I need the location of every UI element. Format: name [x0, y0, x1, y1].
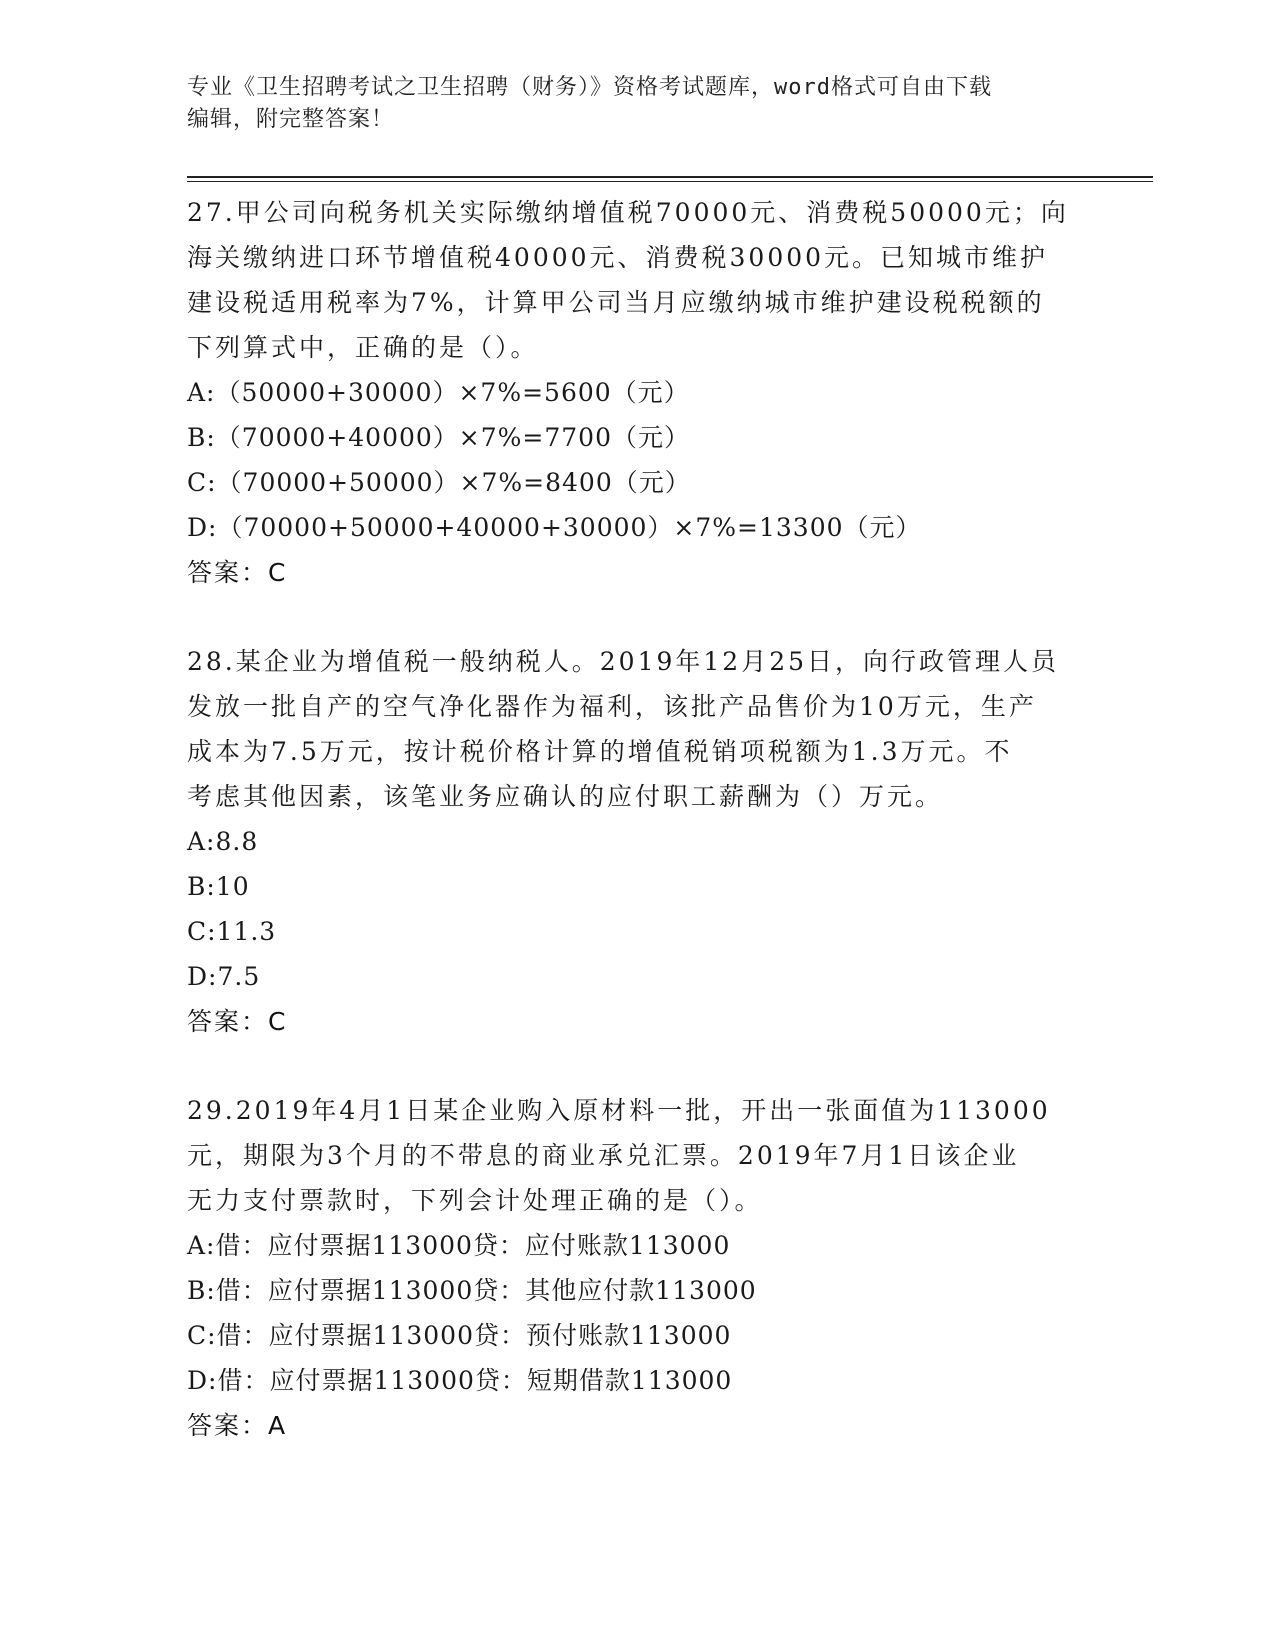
answer-line: 答案：A [187, 1411, 288, 1440]
question-stem-line: 成本为7.5万元，按计税价格计算的增值税销项税额为1.3万元。不 [187, 737, 1013, 766]
option-a: A:借：应付票据113000贷：应付账款113000 [187, 1231, 731, 1260]
option-c: C:借：应付票据113000贷：预付账款113000 [187, 1321, 732, 1350]
option-c: C:（70000+50000）×7%=8400（元） [187, 468, 691, 497]
option-d: D:7.5 [187, 962, 261, 991]
option-b: B:（70000+40000）×7%=7700（元） [187, 423, 690, 452]
header-divider-thin [187, 181, 1153, 182]
question-29 [187, 1088, 1087, 1448]
option-d: D:（70000+50000+40000+30000）×7%=13300（元） [187, 513, 922, 542]
header-line-1: 专业《卫生招聘考试之卫生招聘（财务）》资格考试题库，word格式可自由下载 [187, 75, 992, 100]
question-stem-line: 发放一批自产的空气净化器作为福利，该批产品售价为10万元，生产 [187, 692, 1037, 721]
question-stem-line: 29.2019年4月1日某企业购入原材料一批，开出一张面值为113000 [187, 1096, 1051, 1125]
answer-line: 答案：C [187, 558, 288, 587]
question-stem-line: 建设税适用税率为7%，计算甲公司当月应缴纳城市维护建设税税额的 [187, 288, 1045, 317]
option-b: B:10 [187, 872, 250, 901]
header-divider-thick [187, 176, 1153, 178]
question-stem-line: 28.某企业为增值税一般纳税人。2019年12月25日，向行政管理人员 [187, 647, 1060, 676]
question-stem-line: 27.甲公司向税务机关实际缴纳增值税70000元、消费税50000元；向 [187, 198, 1069, 227]
question-stem-line: 无力支付票款时，下列会计处理正确的是（）。 [187, 1186, 763, 1215]
answer-line: 答案：C [187, 1007, 288, 1036]
question-stem-line: 海关缴纳进口环节增值税40000元、消费税30000元。已知城市维护 [187, 243, 1049, 272]
question-27 [187, 190, 1087, 595]
document-header [187, 72, 1067, 136]
question-list [187, 190, 1087, 1492]
option-c: C:11.3 [187, 917, 277, 946]
question-28 [187, 639, 1087, 1044]
question-stem-line: 下列算式中，正确的是（）。 [187, 333, 539, 362]
option-a: A:（50000+30000）×7%=5600（元） [187, 378, 690, 407]
question-stem-line: 考虑其他因素，该笔业务应确认的应付职工薪酬为（）万元。 [187, 782, 944, 811]
question-stem-line: 元，期限为3个月的不带息的商业承兑汇票。2019年7月1日该企业 [187, 1141, 1020, 1170]
option-b: B:借：应付票据113000贷：其他应付款113000 [187, 1276, 757, 1305]
option-d: D:借：应付票据113000贷：短期借款113000 [187, 1366, 733, 1395]
header-line-2: 编辑，附完整答案！ [187, 107, 395, 132]
option-a: A:8.8 [187, 827, 259, 856]
